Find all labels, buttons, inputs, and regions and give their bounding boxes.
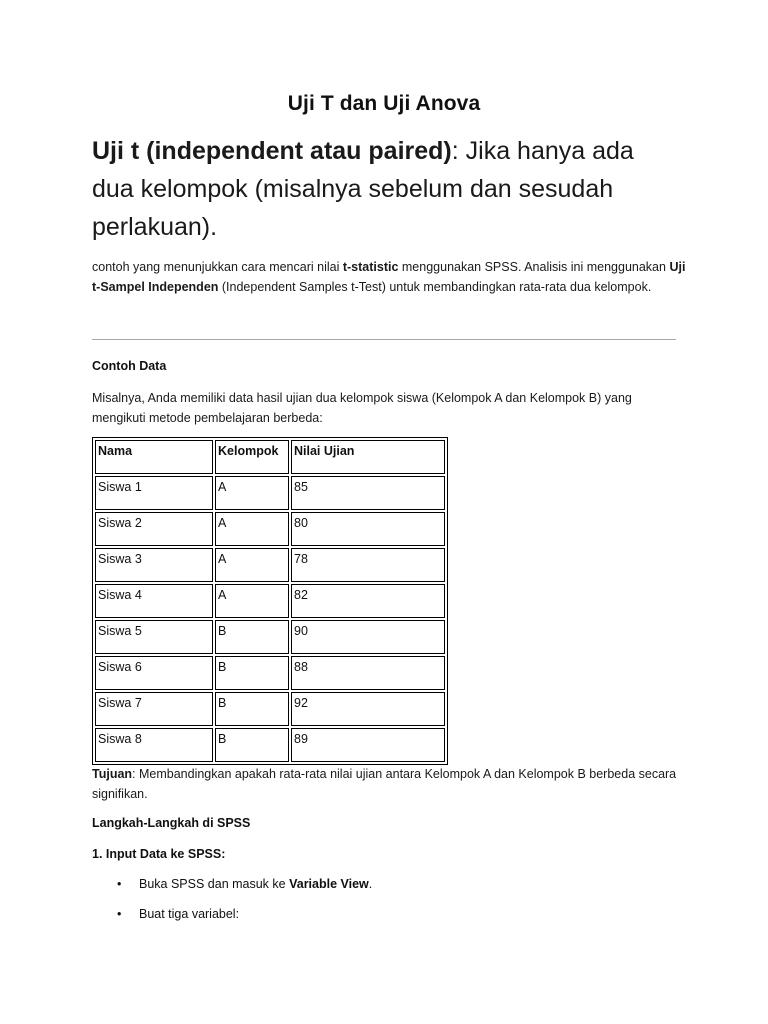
cell-text: Nama [98, 444, 133, 458]
cell-text: A [218, 516, 227, 530]
bullet-text: Buka SPSS dan masuk ke [139, 877, 290, 891]
table-cell [95, 728, 213, 762]
bullet-bold-text: Variable View [289, 877, 369, 891]
document-title: Uji T dan Uji Anova [287, 92, 481, 115]
table-cell [215, 728, 289, 762]
table-row [95, 728, 445, 762]
cell-text: B [218, 732, 227, 746]
goal-text: : Membandingkan apakah rata-rata nilai ujian antara Kelompok A dan Kelompok B berbeda secara signifikan. [92, 767, 677, 801]
intro-bold-2: Uji t-Sampel Independen [92, 260, 686, 294]
table-row [95, 692, 445, 726]
cell-text: A [218, 588, 227, 602]
bullet-item [92, 904, 372, 934]
table-cell [95, 476, 213, 510]
cell-text: Siswa 4 [98, 588, 142, 602]
section-heading [92, 132, 682, 246]
horizontal-divider [92, 339, 676, 340]
cell-text: 90 [294, 624, 308, 638]
cell-text: Siswa 6 [98, 660, 142, 674]
table-cell [291, 656, 445, 690]
steps-section-title: Langkah-Langkah di SPSS [92, 816, 251, 830]
table-cell [95, 512, 213, 546]
intro-text-1: contoh yang menunjukkan cara mencari nilai [92, 260, 343, 274]
cell-text: B [218, 696, 227, 710]
table-header-cell [291, 440, 445, 474]
table-row [95, 620, 445, 654]
table-cell [215, 656, 289, 690]
cell-text: Siswa 5 [98, 624, 142, 638]
heading-bold-text: Uji t (independent atau paired) [92, 137, 452, 165]
table-cell [291, 476, 445, 510]
table-cell [215, 476, 289, 510]
table-cell [291, 512, 445, 546]
cell-text: Siswa 2 [98, 516, 142, 530]
bullet-item [92, 874, 372, 904]
heading-rest-text: : Jika hanya ada dua kelompok (misalnya sebelum dan sesudah perlakuan). [92, 137, 634, 241]
table-row [95, 584, 445, 618]
example-section-title: Contoh Data [92, 359, 167, 373]
cell-text: Nilai Ujian [294, 444, 355, 458]
cell-text: Siswa 3 [98, 552, 142, 566]
cell-text: 80 [294, 516, 308, 530]
table-cell [95, 620, 213, 654]
table-row [95, 548, 445, 582]
bullet-text-end: . [368, 877, 373, 891]
table-header-cell [215, 440, 289, 474]
bullet-icon: • [117, 877, 122, 891]
table-cell [95, 548, 213, 582]
table-cell [95, 656, 213, 690]
table-cell [95, 584, 213, 618]
table-cell [95, 692, 213, 726]
goal-paragraph [92, 764, 682, 804]
cell-text: 82 [294, 588, 308, 602]
cell-text: Kelompok [218, 444, 279, 458]
cell-text: 89 [294, 732, 308, 746]
table-row [95, 656, 445, 690]
table-cell [291, 692, 445, 726]
table-cell [215, 692, 289, 726]
intro-bold-1: t-statistic [342, 260, 399, 274]
intro-paragraph [92, 257, 692, 297]
bullet-icon: • [117, 907, 122, 921]
cell-text: B [218, 660, 227, 674]
table-cell [215, 620, 289, 654]
cell-text: Siswa 1 [98, 480, 142, 494]
table-row [95, 476, 445, 510]
example-paragraph: Misalnya, Anda memiliki data hasil ujian dua kelompok siswa (Kelompok A dan Kelompok B) yang mengikuti metode pembelajaran berbeda: [92, 391, 632, 425]
cell-text: 78 [294, 552, 308, 566]
cell-text: A [218, 552, 227, 566]
table-cell [215, 584, 289, 618]
cell-text: A [218, 480, 227, 494]
cell-text: 85 [294, 480, 308, 494]
bullet-text: Buat tiga variabel: [139, 907, 240, 921]
table-header-row [95, 440, 445, 474]
cell-text: Siswa 8 [98, 732, 142, 746]
table-cell [215, 512, 289, 546]
step-1-title: 1. Input Data ke SPSS: [92, 847, 226, 861]
cell-text: Siswa 7 [98, 696, 142, 710]
steps-bullet-list [92, 874, 372, 934]
intro-text-2: menggunakan SPSS. Analisis ini menggunakan [398, 260, 670, 274]
cell-text: B [218, 624, 227, 638]
cell-text: 92 [294, 696, 308, 710]
table-cell [291, 620, 445, 654]
table-header-cell [95, 440, 213, 474]
table-cell [215, 548, 289, 582]
table-cell [291, 548, 445, 582]
intro-text-3: (Independent Samples t-Test) untuk membandingkan rata-rata dua kelompok. [218, 280, 652, 294]
goal-label: Tujuan [92, 767, 133, 781]
data-table [92, 437, 448, 765]
table-row [95, 512, 445, 546]
table-cell [291, 728, 445, 762]
cell-text: 88 [294, 660, 308, 674]
table-cell [291, 584, 445, 618]
